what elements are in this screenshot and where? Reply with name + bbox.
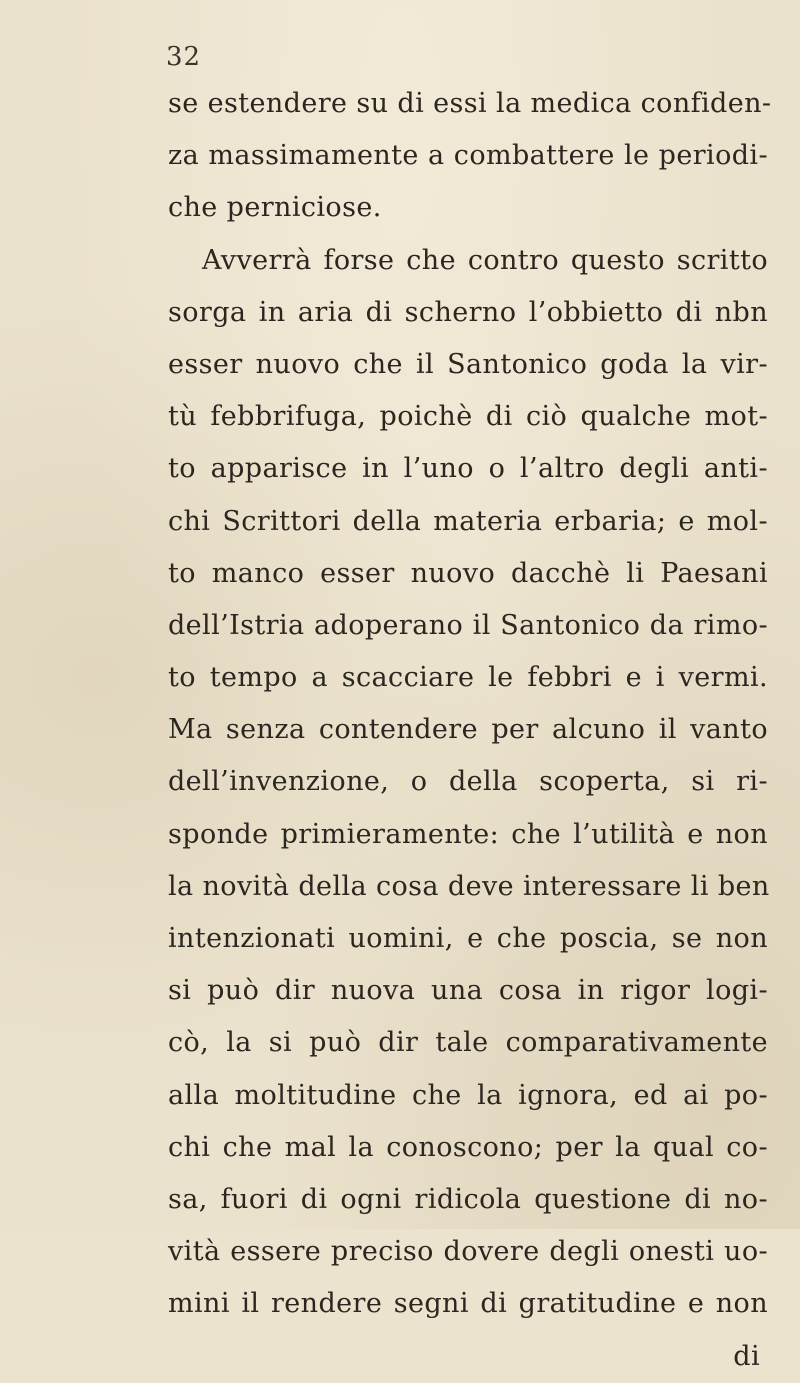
text-line: chi che mal la conoscono; per la qual co- — [168, 1131, 768, 1163]
body-text — [168, 78, 772, 1383]
text-line: mini il rendere segni di gratitudine e non — [168, 1288, 768, 1320]
catchword: di — [733, 1340, 760, 1372]
text-line: sponde primieramente: che l’utilità e non — [168, 818, 768, 850]
text-line: tù febbrifuga, poichè di ciò qualche mot- — [168, 401, 768, 433]
text-line: si può dir nuova una cosa in rigor logi- — [168, 975, 768, 1007]
text-line: dell’invenzione, o della scoperta, si ri- — [168, 766, 768, 798]
text-line: to tempo a scacciare le febbri e i vermi. — [168, 662, 768, 694]
text-line: esser nuovo che il Santonico goda la vir- — [168, 348, 768, 380]
text-line: sa, fuori di ogni ridicola questione di no- — [168, 1183, 768, 1215]
text-line: se estendere su di essi la medica confiden- — [168, 88, 772, 119]
text-line: alla moltitudine che la ignora, ed ai po- — [168, 1079, 768, 1111]
text-line: che perniciose. — [168, 192, 382, 224]
text-line: to apparisce in l’uno o l’altro degli anti- — [168, 453, 768, 485]
text-line: to manco esser nuovo dacchè li Paesani — [168, 557, 768, 589]
text-line: za massimamente a combattere le periodi- — [168, 140, 768, 172]
text-line: intenzionati uomini, e che poscia, se non — [168, 923, 768, 954]
text-line: la novità della cosa deve interessare li ben — [168, 870, 770, 902]
page-number: 32 — [166, 42, 202, 72]
text-line: cò, la si può dir tale comparativamente — [168, 1027, 768, 1059]
text-line: vità essere preciso dovere degli onesti uo- — [168, 1236, 768, 1268]
text-line: Avverrà forse che contro questo scritto — [202, 244, 768, 276]
text-line: chi Scrittori della materia erbaria; e mol- — [168, 505, 768, 537]
text-line: dell’Istria adoperano il Santonico da rimo- — [168, 609, 768, 641]
text-line: Ma senza contendere per alcuno il vanto — [168, 714, 768, 746]
text-line: sorga in aria di scherno l’obbietto di nbn — [168, 296, 768, 328]
